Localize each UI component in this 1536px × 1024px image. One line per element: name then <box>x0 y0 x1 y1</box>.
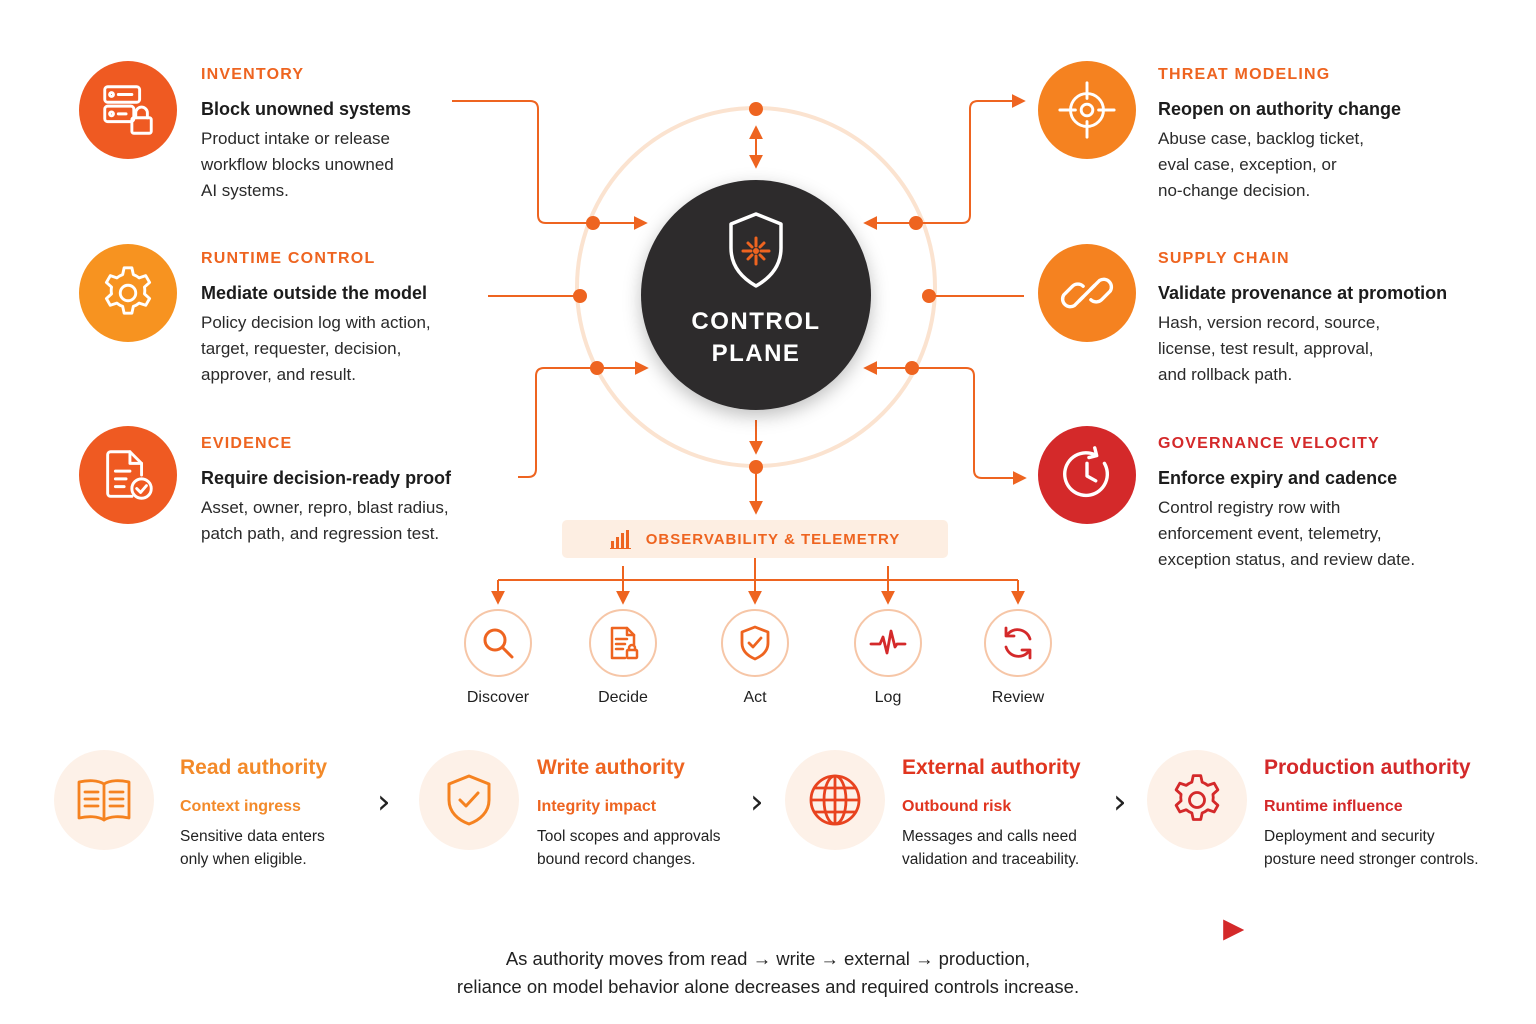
write-authority-icon-badge <box>419 750 519 850</box>
read-authority <box>180 756 430 871</box>
authority-line: Messages and calls need <box>902 828 1077 845</box>
supply-icon-badge <box>1038 244 1136 342</box>
gear-icon <box>97 262 159 324</box>
hub-title-line: CONTROL <box>691 308 821 335</box>
authority-title: External authority <box>902 756 1081 779</box>
card-line: Abuse case, backlog ticket, <box>1158 129 1365 148</box>
card-line: and rollback path. <box>1158 365 1293 384</box>
card-line: no-change decision. <box>1158 181 1311 200</box>
footer-caption <box>268 945 1268 1001</box>
hub-title-line: PLANE <box>711 340 801 367</box>
clock-refresh-icon <box>1056 444 1118 506</box>
observability-bar <box>562 520 948 558</box>
evidence-icon-badge <box>79 426 177 524</box>
authority-title: Production authority <box>1264 756 1471 779</box>
card-line: AI systems. <box>201 181 289 200</box>
card-category: EVIDENCE <box>201 435 293 452</box>
step-decide[interactable] <box>573 609 673 707</box>
card-line: Control registry row with <box>1158 498 1341 517</box>
runtime-icon-badge <box>79 244 177 342</box>
footer-line: As authority moves from read → write → external → production, <box>505 948 1031 969</box>
authority-title: Read authority <box>180 756 328 779</box>
supply-chain-card <box>1158 250 1488 388</box>
card-heading: Require decision-ready proof <box>201 468 452 488</box>
card-category: SUPPLY CHAIN <box>1158 250 1290 267</box>
card-line: license, test result, approval, <box>1158 339 1374 358</box>
inventory-card <box>201 66 521 204</box>
card-heading: Enforce expiry and cadence <box>1158 468 1398 488</box>
runtime-control-card <box>201 250 521 388</box>
card-category: INVENTORY <box>201 66 305 83</box>
chain-link-icon <box>1056 262 1118 324</box>
step-label: Review <box>991 689 1045 706</box>
governance-velocity-card <box>1158 435 1488 573</box>
production-authority-icon-badge <box>1147 750 1247 850</box>
card-line: enforcement event, telemetry, <box>1158 524 1382 543</box>
document-check-icon <box>97 444 159 506</box>
shield-icon <box>725 210 787 290</box>
authority-line: Tool scopes and approvals <box>537 828 721 845</box>
chevron-right-icon: › <box>750 782 764 822</box>
step-discover[interactable] <box>448 609 548 707</box>
chevron-right-icon: › <box>377 782 391 822</box>
control-plane-hub <box>641 180 871 410</box>
card-line: target, requester, decision, <box>201 339 402 358</box>
step-label: Decide <box>598 689 648 706</box>
wire-governance <box>866 368 1024 478</box>
wire-evidence <box>518 368 646 477</box>
authority-subtitle: Integrity impact <box>537 798 657 815</box>
refresh-icon <box>998 623 1038 663</box>
inventory-icon-badge <box>79 61 177 159</box>
authority-line: validation and traceability. <box>902 851 1080 868</box>
footer-line: reliance on model behavior alone decreases and required controls increase. <box>456 976 1080 997</box>
threat-icon-badge <box>1038 61 1136 159</box>
wire-threat <box>866 101 1023 223</box>
card-line: approver, and result. <box>201 365 356 384</box>
chevron-right-icon: › <box>1113 782 1127 822</box>
card-line: workflow blocks unowned <box>201 155 394 174</box>
step-review[interactable] <box>968 609 1068 707</box>
authority-title: Write authority <box>537 756 685 779</box>
step-label: Discover <box>466 689 530 706</box>
threat-modeling-card <box>1158 66 1478 204</box>
production-authority <box>1264 756 1526 871</box>
authority-subtitle: Outbound risk <box>902 798 1012 815</box>
book-icon <box>74 770 134 830</box>
observability-label: OBSERVABILITY & TELEMETRY <box>645 530 901 548</box>
authority-line: only when eligible. <box>180 851 307 868</box>
authority-line: Sensitive data enters <box>180 828 325 845</box>
card-category: GOVERNANCE VELOCITY <box>1158 435 1380 452</box>
evidence-card <box>201 435 521 547</box>
search-icon <box>478 623 518 663</box>
card-heading: Reopen on authority change <box>1158 99 1402 119</box>
authority-line: bound record changes. <box>537 851 696 868</box>
card-line: exception status, and review date. <box>1158 550 1416 569</box>
card-heading: Block unowned systems <box>201 99 412 119</box>
authority-line: posture need stronger controls. <box>1264 851 1479 868</box>
document-lock-icon <box>603 623 643 663</box>
authority-subtitle: Runtime influence <box>1264 798 1403 815</box>
card-line: Product intake or release <box>201 129 390 148</box>
read-authority-icon-badge <box>54 750 154 850</box>
globe-icon <box>805 770 865 830</box>
card-line: Policy decision log with action, <box>201 313 431 332</box>
step-label: Log <box>874 689 902 706</box>
crosshair-icon <box>1056 79 1118 141</box>
governance-icon-badge <box>1038 426 1136 524</box>
authority-subtitle: Context ingress <box>180 798 301 815</box>
step-act[interactable] <box>705 609 805 707</box>
step-label: Act <box>743 689 767 706</box>
server-lock-icon <box>97 79 159 141</box>
step-log[interactable] <box>838 609 938 707</box>
card-line: patch path, and regression test. <box>201 524 440 543</box>
card-heading: Validate provenance at promotion <box>1158 283 1448 303</box>
shield-check-icon <box>735 623 775 663</box>
external-authority-icon-badge <box>785 750 885 850</box>
card-line: Asset, owner, repro, blast radius, <box>201 498 449 517</box>
card-category: THREAT MODELING <box>1158 66 1331 83</box>
pulse-icon <box>868 623 908 663</box>
card-heading: Mediate outside the model <box>201 283 428 303</box>
bar-chart-icon <box>610 529 632 549</box>
gear-icon <box>1167 770 1227 830</box>
card-category: RUNTIME CONTROL <box>201 250 376 267</box>
card-line: eval case, exception, or <box>1158 155 1337 174</box>
card-line: Hash, version record, source, <box>1158 313 1381 332</box>
shield-check-icon <box>439 770 499 830</box>
authority-line: Deployment and security <box>1264 828 1435 845</box>
